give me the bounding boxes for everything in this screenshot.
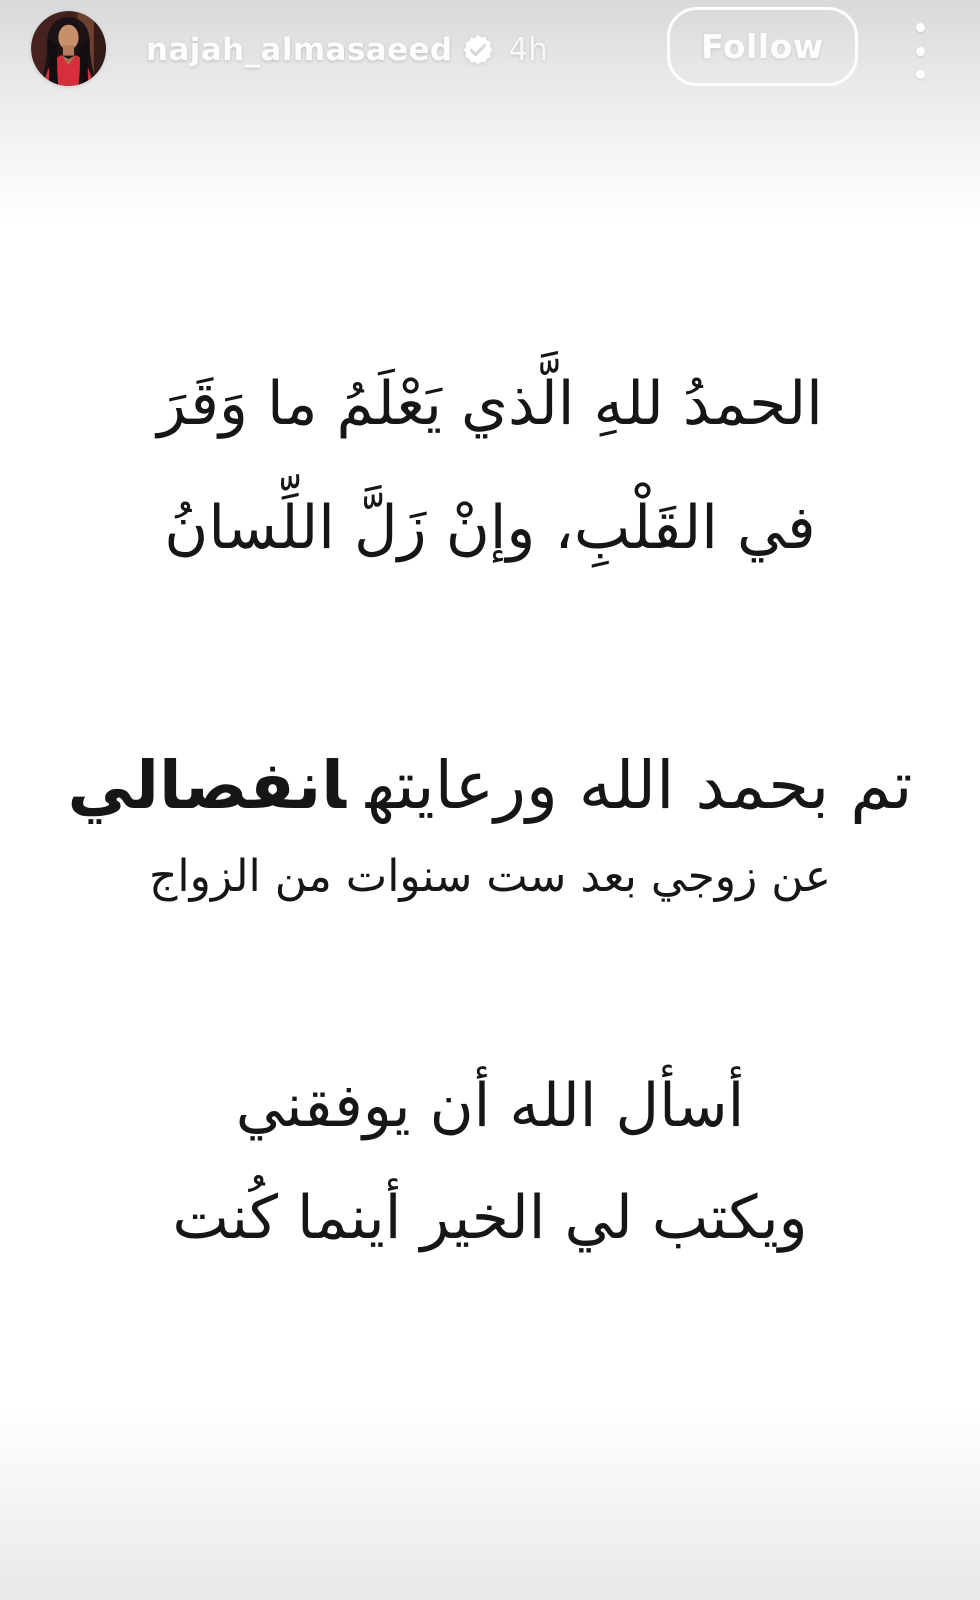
avatar[interactable] [31, 11, 106, 86]
username[interactable]: najah_almasaeed [146, 32, 453, 68]
story-header [0, 0, 980, 104]
story-text-block-2 [0, 734, 980, 910]
story-text-line: عن زوجي بعد ست سنوات من الزواج [148, 851, 832, 902]
follow-button[interactable]: Follow [667, 7, 858, 86]
story-text-block-3 [0, 1050, 980, 1274]
avatar-image [31, 11, 106, 86]
verified-badge-icon [463, 35, 493, 65]
kebab-dot [916, 23, 925, 32]
story-text-line [0, 734, 980, 838]
story-timestamp: 4h [508, 32, 548, 68]
story-text-bold-word: انفصالي [67, 747, 346, 824]
story-text-block-1 [0, 342, 980, 590]
user-row [146, 0, 548, 100]
kebab-dot [916, 47, 925, 56]
story-text-line: ويكتب لي الخير أينما كُنت [172, 1183, 808, 1253]
story-text-line: في القَلْبِ، وإنْ زَلَّ اللِّسانُ [164, 493, 816, 563]
story-text-line: الحمدُ للهِ الَّذي يَعْلَمُ ما وَقَرَ [157, 369, 823, 439]
story-text-line: أسأل الله أن يوفقني [235, 1071, 745, 1141]
story-text-segment: تم بحمد الله ورعايته [365, 747, 913, 824]
kebab-dot [916, 70, 925, 79]
more-options-button[interactable] [903, 23, 937, 79]
